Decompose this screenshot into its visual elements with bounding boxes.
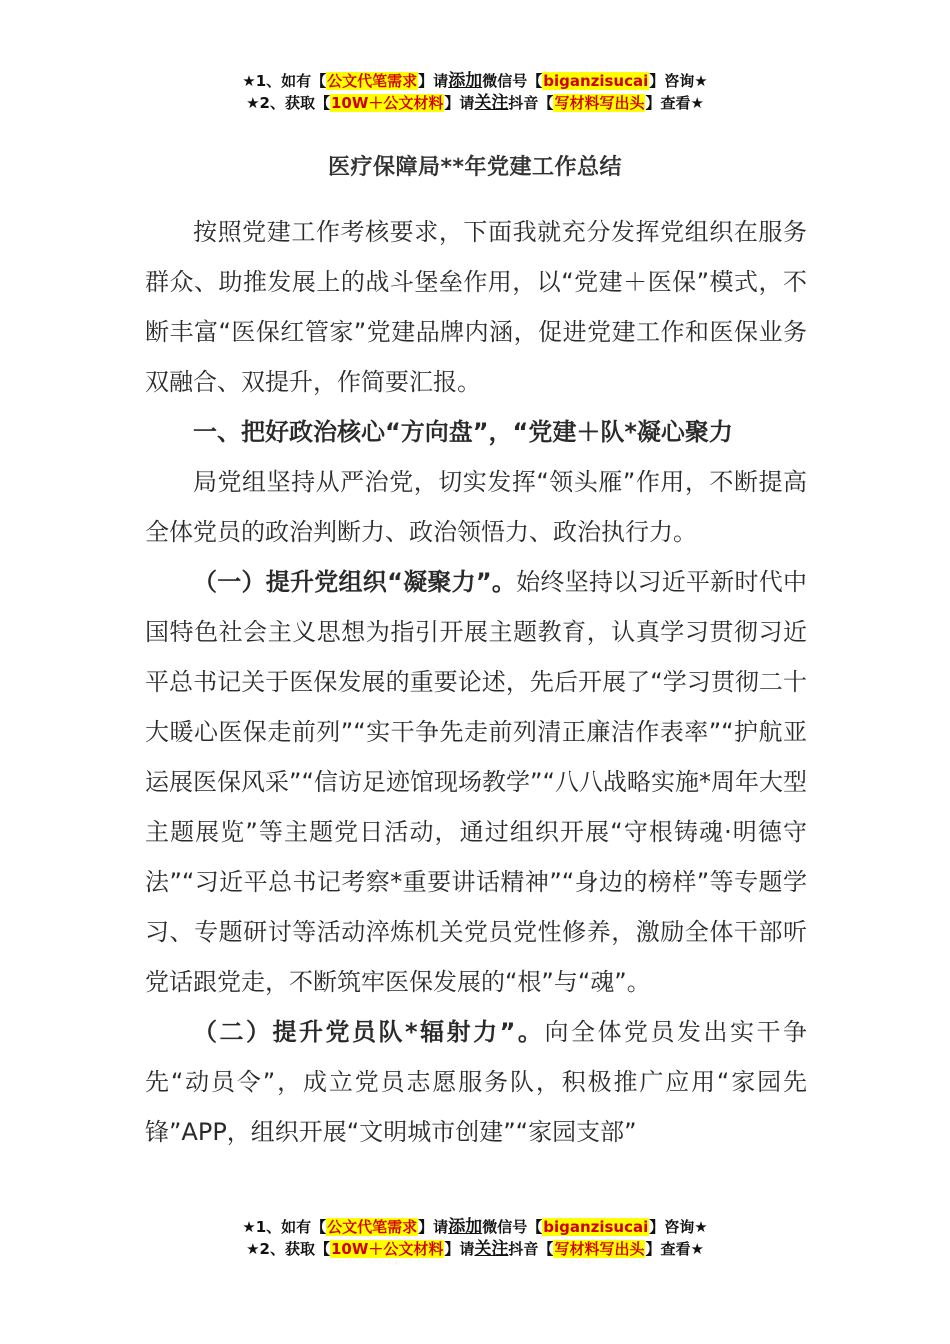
subsection-1-body: 始终坚持以习近平新时代中国特色社会主义思想为指引开展主题教育，认真学习贯彻习近平总书记关于医保发展的重要论述，先后开展了“学习贯彻二十大暖心医保走前列”“实干争先走前列清正廉洁作表率”“护航亚运展医保风采”“信访足迹馆现场教学”“八八战略实施*周年大型主题展览”等主题党日活动，通过组织开展“守根铸魂·明德守法”“习近平总书记考察*重要讲话精神”“身边的榜样”等专题学习、专题研讨等活动淬炼机关党员党性修养，激励全体干部听党话跟党走，不断筑牢医保发展的“根”与“魂”。 [145, 568, 808, 996]
ad-line-2: ★2、获取【10W＋公文材料】请关注抖音【写材料写出头】查看★ [246, 1239, 704, 1259]
ad-highlight-wechat-id: biganzisucai [543, 72, 649, 90]
subsection-2-heading: （二）提升党员队*辐射力”。 [193, 1018, 545, 1046]
ad-emphasis-follow: 关注 [474, 1239, 509, 1259]
ad-emphasis-follow: 关注 [474, 93, 509, 113]
header-ad-banner [0, 70, 950, 114]
document-title: 医疗保障局**年党建工作总结 [327, 155, 622, 180]
ad-highlight-service: 公文代笔需求 [327, 72, 418, 90]
subsection-1-heading: （一）提升党组织“凝聚力”。 [193, 568, 517, 596]
ad-highlight-douyin: 写材料写出头 [554, 1240, 645, 1258]
ad-emphasis-add: 添加 [448, 71, 483, 91]
subsection-2-body: 向全体党员发出实干争先“动员令”，成立党员志愿服务队，积极推广应用“家园先锋”APP，组织开展“文明城市创建”“家园支部” [145, 1018, 808, 1146]
ad-highlight-wechat-id: biganzisucai [543, 1218, 649, 1236]
ad-highlight-materials: 10W＋公文材料 [330, 1240, 444, 1258]
ad-highlight-materials: 10W＋公文材料 [330, 94, 444, 112]
subsection-1-paragraph [145, 557, 807, 1007]
ad-highlight-service: 公文代笔需求 [327, 1218, 418, 1236]
document-body [145, 207, 807, 1157]
footer-ad-banner [0, 1216, 950, 1260]
ad-highlight-douyin: 写材料写出头 [554, 94, 645, 112]
ad-emphasis-add: 添加 [448, 1217, 483, 1237]
ad-line-1: ★1、如有【公文代笔需求】请添加微信号【biganzisucai】咨询★ [242, 1217, 708, 1237]
intro-paragraph: 按照党建工作考核要求，下面我就充分发挥党组织在服务群众、助推发展上的战斗堡垒作用，以“党建＋医保”模式，不断丰富“医保红管家”党建品牌内涵，促进党建工作和医保业务双融合、双提升，作简要汇报。 [145, 218, 807, 396]
ad-line-2: ★2、获取【10W＋公文材料】请关注抖音【写材料写出头】查看★ [246, 93, 704, 113]
ad-line-1: ★1、如有【公文代笔需求】请添加微信号【biganzisucai】咨询★ [242, 71, 708, 91]
section-1-heading: 一、把好政治核心“方向盘”，“党建＋队*凝心聚力 [193, 418, 733, 446]
section-1-paragraph: 局党组坚持从严治党，切实发挥“领头雁”作用，不断提高全体党员的政治判断力、政治领悟力、政治执行力。 [145, 468, 807, 546]
subsection-2-paragraph [145, 1007, 807, 1157]
